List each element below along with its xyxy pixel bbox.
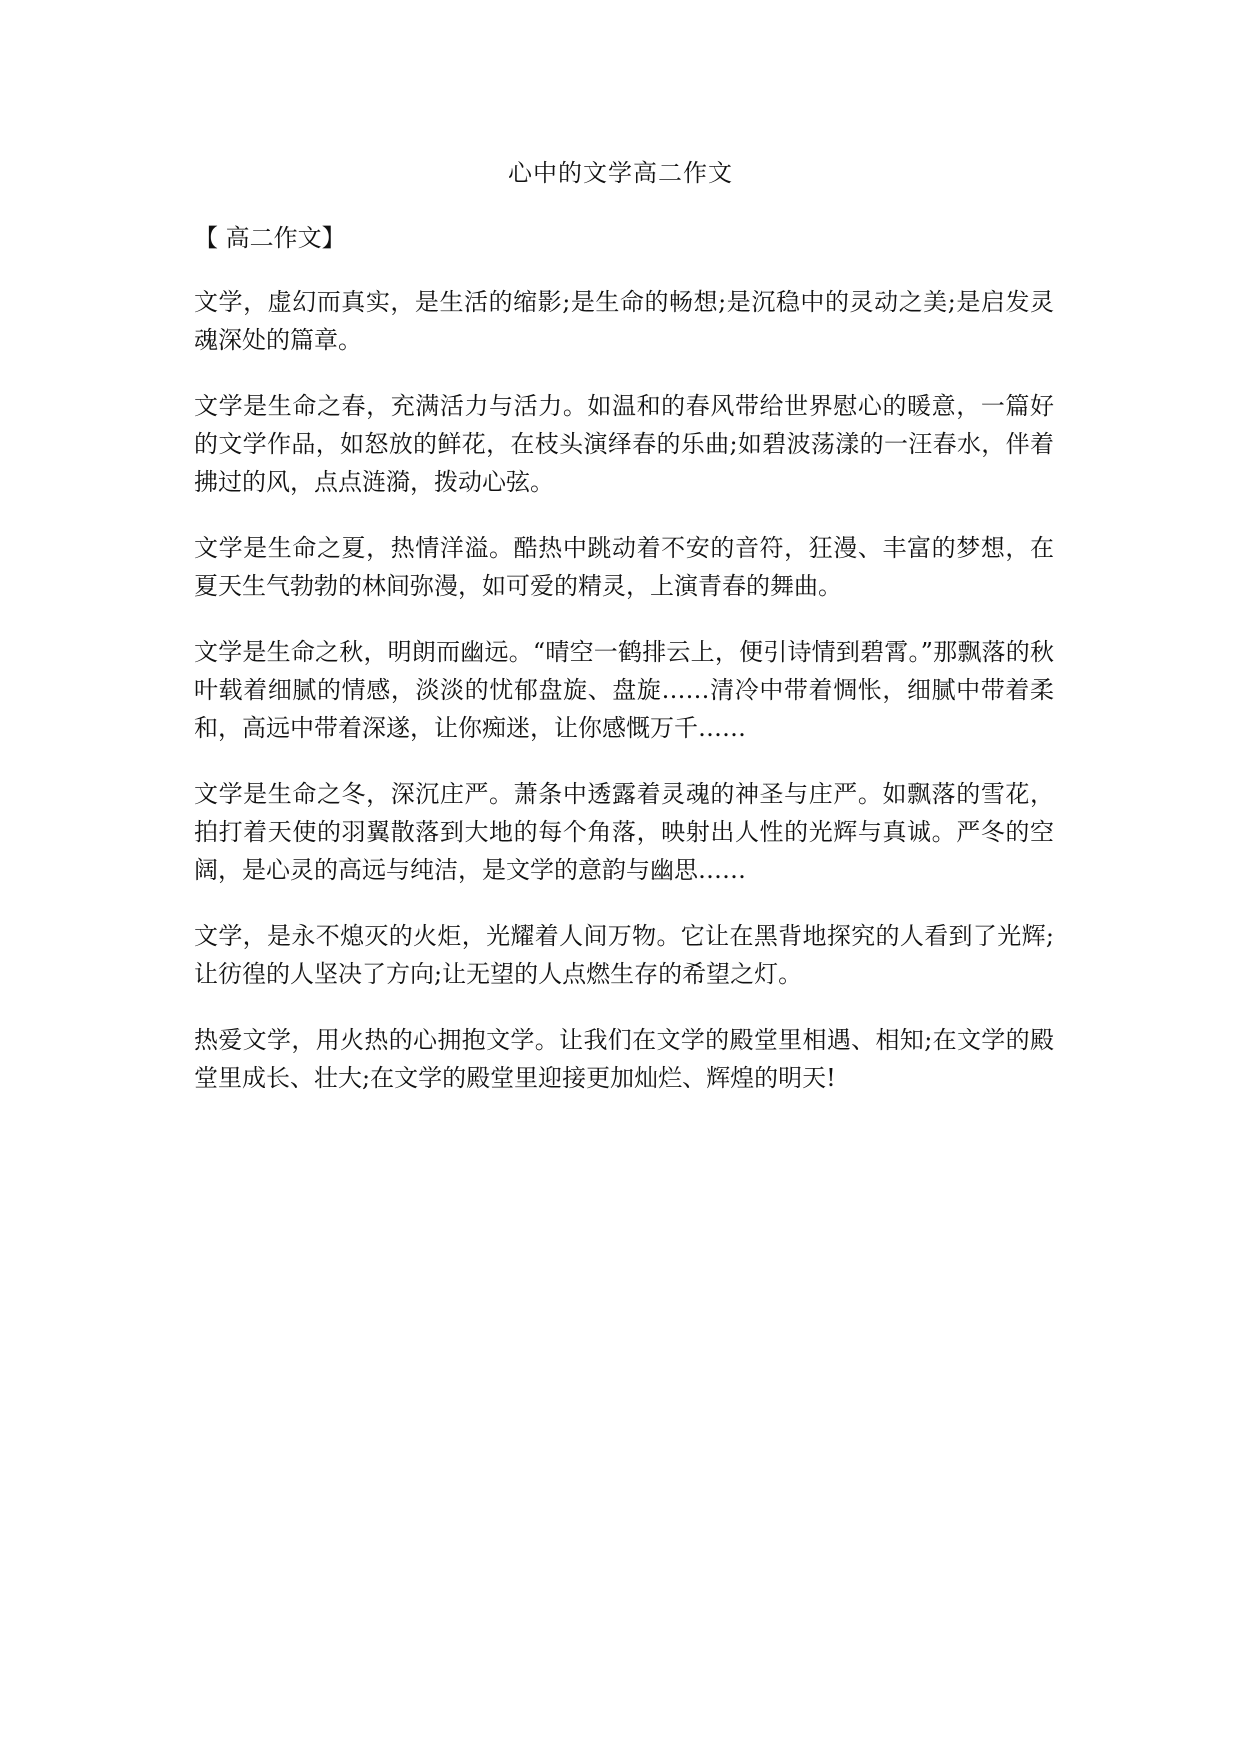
essay-body: [194, 283, 1054, 1125]
document-title: 心中的文学高二作文: [508, 159, 733, 187]
paragraph-intro: 文学，虚幻而真实，是生活的缩影;是生命的畅想;是沉稳中的灵动之美;是启发灵魂深处的篇章。: [194, 288, 1054, 354]
paragraph-torch: 文学，是永不熄灭的火炬，光耀着人间万物。它让在黑背地探究的人看到了光辉;让彷徨的人坚决了方向;让无望的人点燃生存的希望之灯。: [194, 922, 1054, 988]
paragraph-conclusion: 热爱文学，用火热的心拥抱文学。让我们在文学的殿堂里相遇、相知;在文学的殿堂里成长、壮大;在文学的殿堂里迎接更加灿烂、辉煌的明天!: [194, 1026, 1054, 1092]
paragraph-winter: 文学是生命之冬，深沉庄严。萧条中透露着灵魂的神圣与庄严。如飘落的雪花，拍打着天使的羽翼散落到大地的每个角落，映射出人性的光辉与真诚。严冬的空阔，是心灵的高远与纯洁，是文学的意韵与幽思……: [194, 780, 1054, 884]
paragraph-spring: 文学是生命之春，充满活力与活力。如温和的春风带给世界慰心的暖意，一篇好的文学作品，如怒放的鲜花，在枝头演绎春的乐曲;如碧波荡漾的一汪春水，伴着拂过的风，点点涟漪，拨动心弦。: [194, 392, 1054, 496]
paragraph-summer: 文学是生命之夏，热情洋溢。酷热中跳动着不安的音符，狂漫、丰富的梦想，在夏天生气勃勃的林间弥漫，如可爱的精灵，上演青春的舞曲。: [194, 534, 1054, 600]
category-tag: 【 高二作文】: [194, 224, 346, 252]
paragraph-autumn: 文学是生命之秋，明朗而幽远。“晴空一鹤排云上，便引诗情到碧霄。”那飘落的秋叶载着细腻的情感，淡淡的忧郁盘旋、盘旋……清冷中带着惆怅，细腻中带着柔和，高远中带着深遂，让你痴迷，让你感慨万千……: [194, 638, 1054, 742]
